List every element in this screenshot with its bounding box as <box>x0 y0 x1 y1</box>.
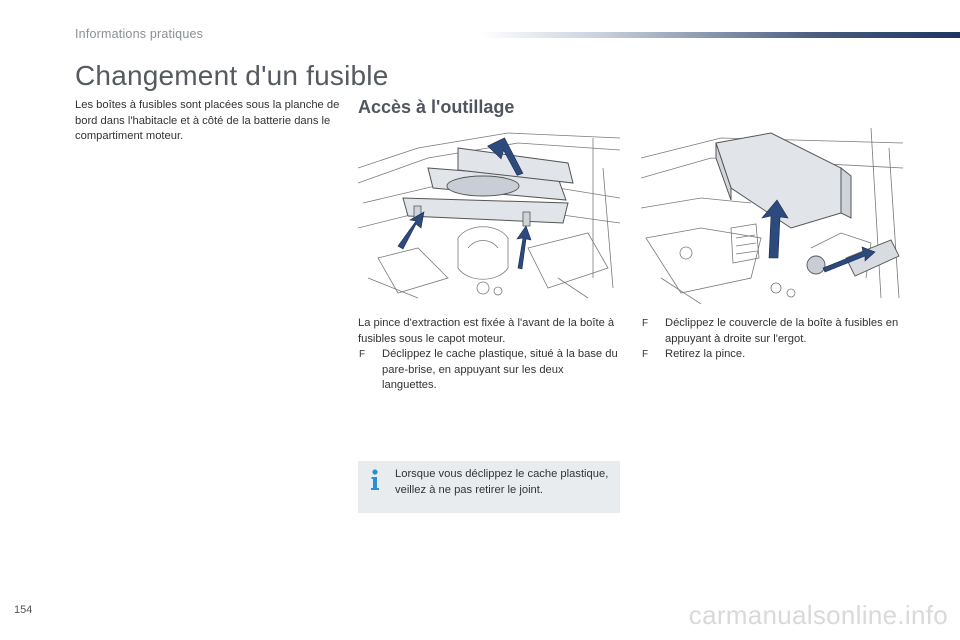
step-bullet: F <box>359 349 366 360</box>
right-column-text <box>641 316 903 363</box>
step-unclip-lid <box>641 316 903 347</box>
step-text: Retirez la pince. <box>665 348 746 360</box>
step-text: Déclippez le couvercle de la boîte à fusibles en appuyant à droite sur l'ergot. <box>665 317 899 345</box>
header-bar <box>480 32 960 38</box>
step-unclip-cowl <box>358 347 620 394</box>
page-number: 154 <box>14 604 33 616</box>
left-column-text <box>358 316 620 394</box>
watermark: carmanualsonline.info <box>688 600 948 630</box>
illustration-fuse-box <box>641 128 903 304</box>
section-heading: Accès à l'outillage <box>358 97 515 117</box>
step-bullet: F <box>642 318 649 329</box>
extraction-tool-paragraph: La pince d'extraction est fixée à l'avant de la boîte à fusibles sous le capot moteur. <box>358 317 615 345</box>
note-text: Lorsque vous déclippez le cache plastique, veillez à ne pas retirer le joint. <box>395 468 609 496</box>
info-icon <box>370 469 380 491</box>
step-text: Déclippez le cache plastique, situé à la base du pare-brise, en appuyant sur les deux languettes. <box>382 348 618 391</box>
step-remove-tool <box>641 347 903 363</box>
intro-paragraph: Les boîtes à fusibles sont placées sous la planche de bord dans l'habitacle et à côté de la batterie dans le compartiment moteur. <box>75 99 340 142</box>
page-title: Changement d'un fusible <box>75 60 389 91</box>
info-note <box>358 461 620 513</box>
section-label: Informations pratiques <box>75 27 204 41</box>
step-bullet: F <box>642 349 649 360</box>
illustration-cowl-cover <box>358 128 620 304</box>
cowl-cover-drawing <box>358 128 620 304</box>
fuse-box-drawing <box>641 128 903 304</box>
